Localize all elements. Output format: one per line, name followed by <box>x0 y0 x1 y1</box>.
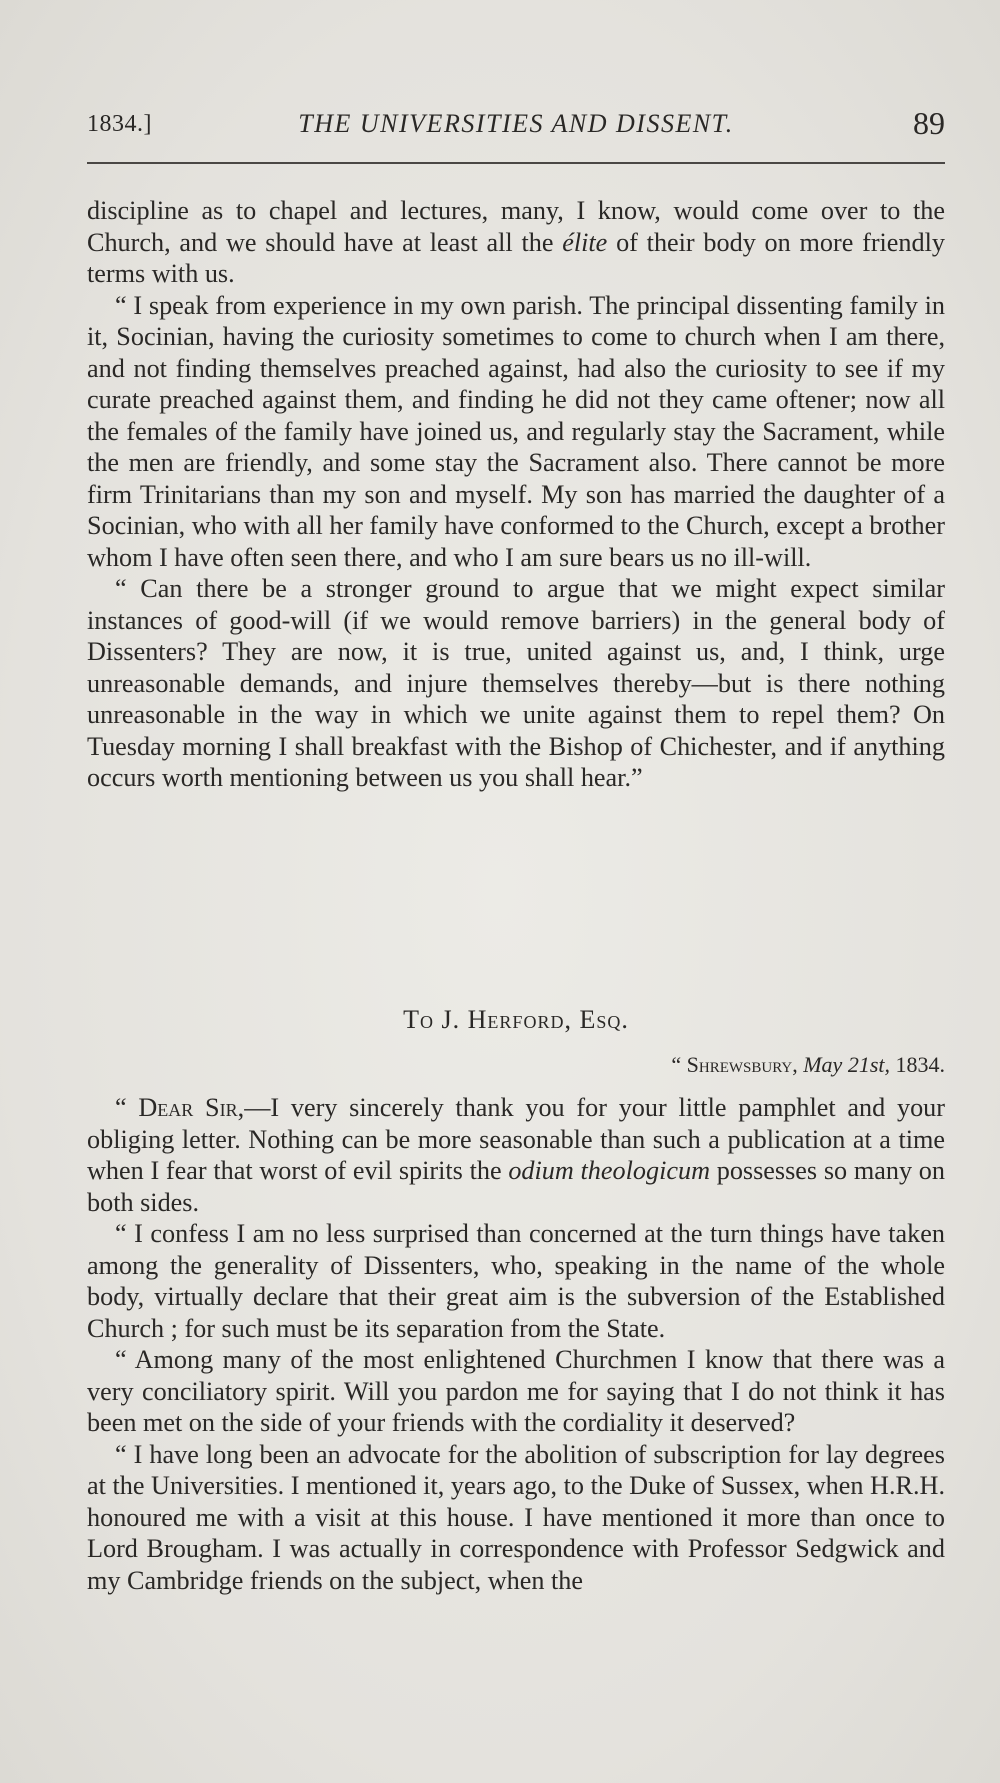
header-title: THE UNIVERSITIES AND DISSENT. <box>298 109 734 138</box>
dateline-date: May 21st, <box>803 1052 890 1077</box>
quote-mark: “ <box>115 1093 139 1122</box>
paragraph: “ Can there be a stronger ground to argue that we might expect similar instances of good-will (if we would remove barriers) in the general body of Dissenters? They are now, it is true, united against us, and, I think, urge unreasonable demands, and injure themselves thereby—but is there nothing unreasonable in the way in which we unite against them to repel them? On Tuesday morning I shall breakfast with the Bishop of Chichester, and if anything occurs worth mentioning between us you shall hear.” <box>87 574 945 792</box>
dateline-place: “ Shrewsbury, <box>671 1052 798 1077</box>
header-year: 1834.] <box>87 111 152 137</box>
paragraph <box>87 195 945 290</box>
dateline-year: 1834. <box>895 1052 945 1077</box>
letter-heading <box>87 1005 945 1035</box>
paragraph-text: possesses so many on both sides. <box>87 1156 945 1217</box>
running-header <box>87 105 945 145</box>
paragraph: “ Among many of the most enlightened Churchmen I know that there was a very conciliatory spirit. Will you pardon me for saying that I do not think it has been met on the side of your friends with the cordiality it deserved? <box>87 1345 945 1437</box>
page-number: 89 <box>913 105 945 141</box>
paragraph-text: —I very sincerely thank you for your little pamphlet and your obliging letter. Nothing can be more seasonable than such a publication at a time when I fear that worst of evil spirits the <box>87 1093 946 1185</box>
paragraph <box>87 1092 945 1218</box>
italic-term: élite <box>562 227 608 257</box>
letter-heading-text: To J. Herford, Esq. <box>403 1005 629 1034</box>
paragraph: “ I confess I am no less surprised than concerned at the turn things have taken among the generality of Dissenters, who, speaking in the name of the whole body, virtually declare that their great aim is the subversion of the Established Church ; for such must be its separation from the State. <box>87 1219 945 1343</box>
paragraph-text: discipline as to chapel and lectures, many, I know, would come over to the Church, and we should have at least all the <box>87 196 945 257</box>
letter-dateline <box>671 1052 945 1078</box>
header-rule <box>87 162 945 164</box>
paragraph: “ I speak from experience in my own parish. The principal dissenting family in it, Socinian, having the curiosity sometimes to come to church when I am there, and not finding themselves preached against, had also the curiosity to see if my curate preached against them, and finding he did not they came oftener; now all the females of the family have joined us, and regularly stay the Sacrament, while the men are friendly, and some stay the Sacrament also. There cannot be more firm Trinitarians than my son and myself. My son has married the daughter of a Socinian, who with all her family have conformed to the Church, except a brother whom I have often seen there, and who I am sure bears us no ill-will. <box>87 290 945 572</box>
paragraph: “ I have long been an advocate for the abolition of subscription for lay degrees at the Universities. I mentioned it, years ago, to the Duke of Sussex, when H.R.H. honoured me with a visit at this house. I have mentioned it more than once to Lord Brougham. I was actually in correspondence with Professor Sedgwick and my Cambridge friends on the subject, when the <box>87 1439 945 1595</box>
text-block-upper <box>87 195 945 794</box>
italic-term: odium theologicum <box>508 1156 710 1185</box>
paragraph-text: of their body on more friendly terms with us. <box>87 227 945 288</box>
text-block-lower <box>87 1092 945 1596</box>
salutation: Dear Sir, <box>138 1093 245 1122</box>
